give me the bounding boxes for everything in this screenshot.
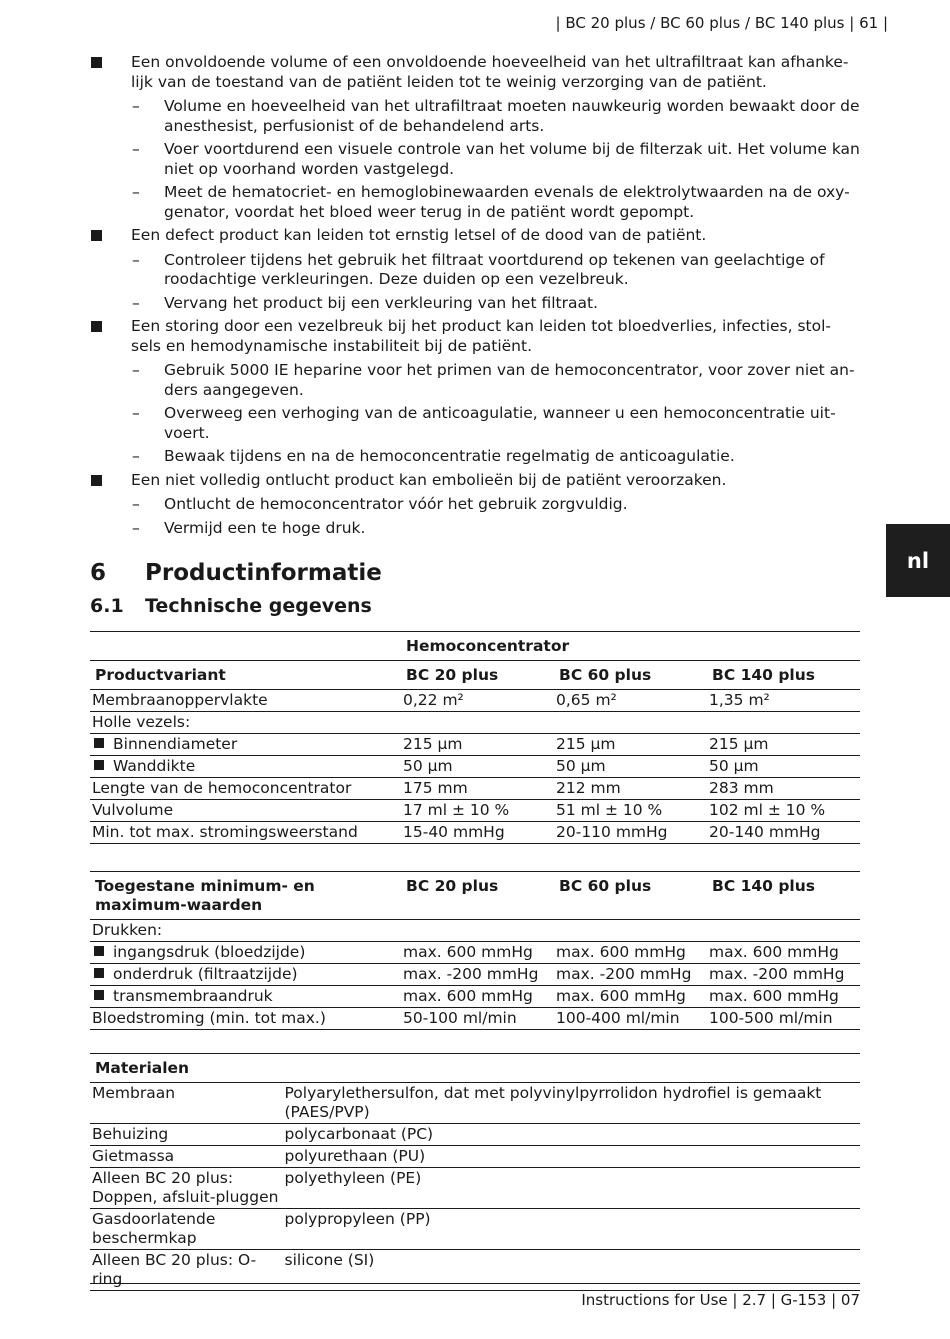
table-row xyxy=(90,734,860,756)
table-cell xyxy=(707,920,860,942)
table-row xyxy=(90,1250,860,1291)
measure-text: Gebruik 5000 IE heparine voor het primen van de hemoconcentrator, voor zover niet an-ders aangegeven. xyxy=(164,361,855,399)
table-cell: 17 ml ± 10 % xyxy=(401,800,554,822)
material-value: silicone (SI) xyxy=(283,1250,861,1291)
table-cell: max. 600 mmHg xyxy=(707,986,860,1008)
table-row xyxy=(90,756,860,778)
measure-text: Vervang het product bij een verkleuring van het filtraat. xyxy=(164,293,598,312)
row-label xyxy=(90,712,401,734)
table-cell: 100-400 ml/min xyxy=(554,1008,707,1030)
dash-icon: – xyxy=(132,404,140,422)
warning-item xyxy=(90,317,860,356)
material-value: Polyarylethersulfon, dat met polyvinylpyrrolidon hydrofiel is gemaakt (PAES/PVP) xyxy=(283,1083,861,1124)
table-row xyxy=(90,1168,860,1209)
table-row xyxy=(90,1209,860,1250)
measure-text: Ontlucht de hemoconcentrator vóór het gebruik zorgvuldig. xyxy=(164,495,628,513)
table-cell: 1,35 m² xyxy=(707,690,860,712)
material-value: polypropyleen (PP) xyxy=(283,1209,861,1250)
warning-text: Een storing door een vezelbreuk bij het product kan leiden tot bloedverlies, infecties, stol-sels en hemodynamische instabiliteit bij de patiënt. xyxy=(131,317,832,355)
dash-icon: – xyxy=(132,140,140,158)
page-header: | BC 20 plus / BC 60 plus / BC 140 plus | 61 | xyxy=(555,14,888,32)
measure-text: Overweeg een verhoging van de anticoagulatie, wanneer u een hemoconcentratie uit-voert. xyxy=(164,404,836,442)
row-label xyxy=(90,690,401,712)
dash-icon: – xyxy=(132,447,140,465)
table-cell: 215 µm xyxy=(554,734,707,756)
warning-text: Een defect product kan leiden tot ernstig letsel of de dood van de patiënt. xyxy=(131,226,707,244)
table-cell: 102 ml ± 10 % xyxy=(707,800,860,822)
row-label-text: Min. tot max. stromingsweerstand xyxy=(92,823,358,841)
material-value: polyurethaan (PU) xyxy=(283,1146,861,1168)
row-label-text: ingangsdruk (bloedzijde) xyxy=(113,943,306,961)
row-label-text: Wanddikte xyxy=(113,757,196,775)
table-cell: 50 µm xyxy=(707,756,860,778)
table-cell: max. -200 mmHg xyxy=(707,964,860,986)
row-label xyxy=(90,986,401,1008)
row-label xyxy=(90,778,401,800)
group-header: Hemoconcentrator xyxy=(401,632,860,661)
table-row xyxy=(90,1083,860,1124)
dash-icon: – xyxy=(132,250,140,269)
row-label-text: Bloedstroming (min. tot max.) xyxy=(92,1009,326,1027)
section-heading xyxy=(90,560,382,586)
material-value: polyethyleen (PE) xyxy=(283,1168,861,1209)
table-cell: 15-40 mmHg xyxy=(401,822,554,844)
warning-text: Een niet volledig ontlucht product kan embolieën bij de patiënt veroorzaken. xyxy=(131,470,727,489)
table-cell: 215 µm xyxy=(707,734,860,756)
row-label-text: transmembraandruk xyxy=(113,987,273,1005)
table-cell: 0,22 m² xyxy=(401,690,554,712)
column-header: BC 140 plus xyxy=(707,661,860,690)
table-row xyxy=(90,1008,860,1030)
row-label xyxy=(90,1124,283,1146)
square-bullet-icon xyxy=(94,946,104,956)
column-header-row xyxy=(90,661,860,690)
warning-text: Een onvoldoende volume of een onvoldoende hoeveelheid van het ultrafiltraat kan afhanke-lijk van de toestand van de patiënt leiden tot te weinig verzorging van de patiënt. xyxy=(131,53,849,91)
table-cell: max. 600 mmHg xyxy=(401,986,554,1008)
warnings-list xyxy=(90,53,860,542)
subsection-heading xyxy=(90,595,372,617)
dash-icon: – xyxy=(132,495,140,513)
table-cell: 20-140 mmHg xyxy=(707,822,860,844)
measure-text: Voer voortdurend een visuele controle van het volume bij de filterzak uit. Het volume kan niet op voorhand worden vastgelegd. xyxy=(164,140,860,178)
square-bullet-icon xyxy=(91,230,102,241)
square-bullet-icon xyxy=(94,760,104,770)
square-bullet-icon xyxy=(91,321,102,332)
square-bullet-icon xyxy=(94,990,104,1000)
section-title: Productinformatie xyxy=(145,560,382,586)
dash-icon: – xyxy=(132,183,140,201)
column-header: BC 60 plus xyxy=(554,872,707,920)
measure-text: Volume en hoeveelheid van het ultrafiltraat moeten nauwkeurig worden bewaakt door de anesthesist, perfusionist of de behandelend arts. xyxy=(164,97,860,135)
page-footer: Instructions for Use | 2.7 | G-153 | 07 xyxy=(581,1291,860,1309)
table-cell: 50-100 ml/min xyxy=(401,1008,554,1030)
measure-item xyxy=(90,140,860,179)
row-label-text: Membraan xyxy=(92,1084,176,1102)
column-header-row xyxy=(90,872,860,920)
empty-cell xyxy=(90,632,401,661)
row-label-text: Gasdoorlatende beschermkap xyxy=(92,1210,216,1247)
dash-icon: – xyxy=(132,518,140,537)
square-bullet-icon xyxy=(94,738,104,748)
materials-header-row xyxy=(90,1054,860,1083)
table-row xyxy=(90,712,860,734)
row-label-text: Drukken: xyxy=(92,921,163,939)
measure-item xyxy=(90,294,860,314)
dash-icon: – xyxy=(132,293,140,312)
subsection-number: 6.1 xyxy=(90,595,124,617)
row-label-text: Vulvolume xyxy=(92,801,174,819)
table-row xyxy=(90,1146,860,1168)
materials-table xyxy=(90,1053,860,1291)
table-cell: max. 600 mmHg xyxy=(554,942,707,964)
table-cell: 51 ml ± 10 % xyxy=(554,800,707,822)
table-row xyxy=(90,942,860,964)
row-label-text: Behuizing xyxy=(92,1125,169,1143)
row-label-text: Alleen BC 20 plus: Doppen, afsluit-pluggen xyxy=(92,1169,279,1206)
row-label xyxy=(90,756,401,778)
row-label-text: Lengte van de hemoconcentrator xyxy=(92,779,352,797)
warning-item xyxy=(90,471,860,491)
measure-item xyxy=(90,251,860,290)
table-cell: max. 600 mmHg xyxy=(401,942,554,964)
dash-icon: – xyxy=(132,361,140,379)
section-number: 6 xyxy=(90,560,107,586)
group-header-row xyxy=(90,632,860,661)
table-cell: 175 mm xyxy=(401,778,554,800)
warning-item xyxy=(90,53,860,92)
product-variant-table xyxy=(90,631,860,844)
measure-item xyxy=(90,519,860,539)
row-label xyxy=(90,1209,283,1250)
table-cell: 50 µm xyxy=(554,756,707,778)
column-header: BC 20 plus xyxy=(401,661,554,690)
table-cell xyxy=(707,712,860,734)
end-rule xyxy=(90,1283,860,1284)
table-cell: 212 mm xyxy=(554,778,707,800)
column-header: Productvariant xyxy=(90,661,401,690)
row-label-text: Membraanoppervlakte xyxy=(92,691,268,709)
square-bullet-icon xyxy=(94,968,104,978)
row-label xyxy=(90,1083,283,1124)
measure-item xyxy=(90,97,860,136)
row-label xyxy=(90,800,401,822)
row-label xyxy=(90,920,401,942)
row-label xyxy=(90,822,401,844)
table-row xyxy=(90,800,860,822)
table-cell: 100-500 ml/min xyxy=(707,1008,860,1030)
table-cell: 20-110 mmHg xyxy=(554,822,707,844)
row-label-text: Alleen BC 20 plus: O-ring xyxy=(92,1251,257,1288)
square-bullet-icon xyxy=(91,475,102,486)
table-cell: max. 600 mmHg xyxy=(707,942,860,964)
dash-icon: – xyxy=(132,97,140,115)
measure-text: Meet de hematocriet- en hemoglobinewaarden evenals de elektrolytwaarden na de oxy-genator, voordat het bloed weer terug in de patiënt wordt gepompt. xyxy=(164,183,850,221)
measure-text: Bewaak tijdens en na de hemoconcentratie regelmatig de anticoagulatie. xyxy=(164,447,735,465)
table-row xyxy=(90,822,860,844)
row-label xyxy=(90,1008,401,1030)
table-row xyxy=(90,778,860,800)
row-label xyxy=(90,1168,283,1209)
row-label xyxy=(90,964,401,986)
measure-text: Vermijd een te hoge druk. xyxy=(164,518,366,537)
measure-item xyxy=(90,404,860,443)
column-header: BC 60 plus xyxy=(554,661,707,690)
table-row xyxy=(90,1124,860,1146)
row-label-text: Binnendiameter xyxy=(113,735,238,753)
table-row xyxy=(90,964,860,986)
table-cell: max. -200 mmHg xyxy=(554,964,707,986)
table-cell: 50 µm xyxy=(401,756,554,778)
table-cell: max. -200 mmHg xyxy=(401,964,554,986)
table-cell xyxy=(554,712,707,734)
row-label xyxy=(90,1250,283,1291)
table-cell: 283 mm xyxy=(707,778,860,800)
material-value: polycarbonaat (PC) xyxy=(283,1124,861,1146)
subsection-title: Technische gegevens xyxy=(145,595,372,617)
warning-item xyxy=(90,226,860,246)
measure-item xyxy=(90,447,860,467)
table-cell xyxy=(554,920,707,942)
row-label xyxy=(90,734,401,756)
limit-values-table xyxy=(90,871,860,1030)
table-row xyxy=(90,986,860,1008)
row-label xyxy=(90,942,401,964)
table-row xyxy=(90,690,860,712)
table-cell: 215 µm xyxy=(401,734,554,756)
column-header: BC 140 plus xyxy=(707,872,860,920)
row-label-text: Holle vezels: xyxy=(92,713,191,731)
column-header: BC 20 plus xyxy=(401,872,554,920)
measure-text: Controleer tijdens het gebruik het filtraat voortdurend op tekenen van geelachtige of roodachtige verkleuringen. Deze duiden op een vezelbreuk. xyxy=(164,250,825,288)
language-tab: nl xyxy=(886,524,950,597)
row-label xyxy=(90,1146,283,1168)
measure-item xyxy=(90,495,860,515)
table-cell: max. 600 mmHg xyxy=(554,986,707,1008)
row-label-text: onderdruk (filtraatzijde) xyxy=(113,965,298,983)
table-cell: 0,65 m² xyxy=(554,690,707,712)
table-cell xyxy=(401,712,554,734)
table-row xyxy=(90,920,860,942)
row-label-text: Gietmassa xyxy=(92,1147,175,1165)
square-bullet-icon xyxy=(91,57,102,68)
measure-item xyxy=(90,361,860,400)
measure-item xyxy=(90,183,860,222)
table-cell xyxy=(401,920,554,942)
column-header: Toegestane minimum- en maximum-waarden xyxy=(90,872,401,920)
materials-header: Materialen xyxy=(90,1054,860,1083)
